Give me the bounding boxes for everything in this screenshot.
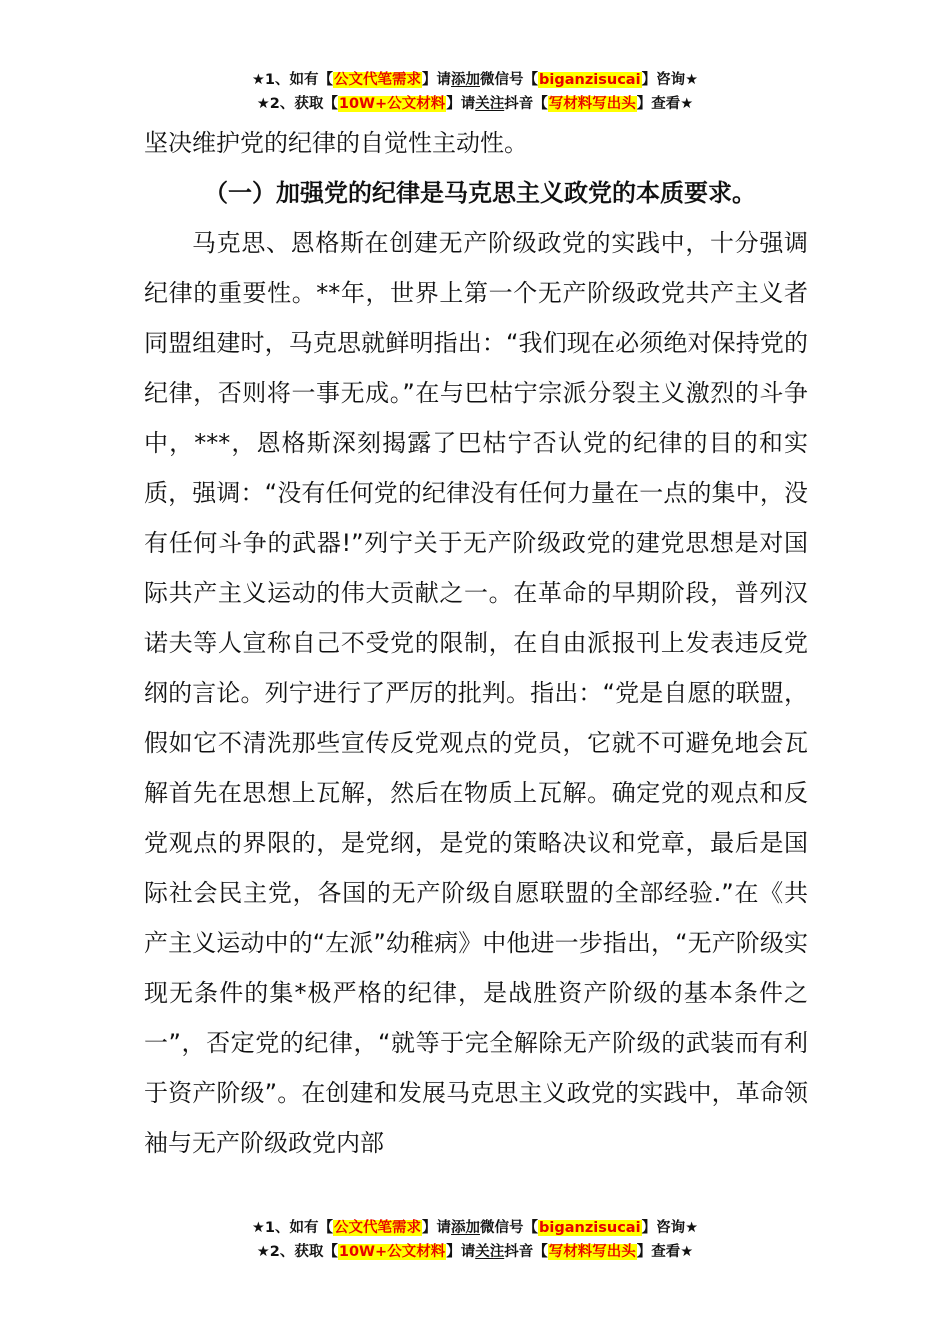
header-banner [0,68,950,116]
body-paragraph: 马克思、恩格斯在创建无产阶级政党的实践中，十分强调纪律的重要性。**年，世界上第一个无产阶级政党共产主义者同盟组建时，马克思就鲜明指出：“我们现在必须绝对保持党的纪律，否则将一事无成。”在与巴枯宁宗派分裂主义激烈的斗争中，***，恩格斯深刻揭露了巴枯宁否认党的纪律的目的和实质，强调：“没有任何党的纪律没有任何力量在一点的集中，没有任何斗争的武器!”列宁关于无产阶级政党的建党思想是对国际共产主义运动的伟大贡献之一。在革命的早期阶段，普列汉诺夫等人宣称自己不受党的限制，在自由派报刊上发表违反党纲的言论。列宁进行了严厉的批判。指出：“党是自愿的联盟，假如它不清洗那些宣传反党观点的党员，它就不可避免地会瓦解首先在思想上瓦解，然后在物质上瓦解。确定党的观点和反党观点的界限的，是党纲，是党的策略决议和党章，最后是国际社会民主党，各国的无产阶级自愿联盟的全部经验.”在《共产主义运动中的“左派”幼稚病》中他进一步指出，“无产阶级实现无条件的集*极严格的纪律，是战胜资产阶级的基本条件之一”，否定党的纪律，“就等于完全解除无产阶级的武装而有利于资产阶级”。在创建和发展马克思主义政党的实践中，革命领袖与无产阶级政党内部 [144,229,808,1157]
banner-highlight: biganzisucai [539,1220,641,1236]
banner-line-1 [0,68,950,92]
banner-highlight: biganzisucai [539,72,641,88]
banner-underlined-text: 添加 [451,72,481,88]
banner-line-2 [0,92,950,116]
banner-text: 】请 [422,1220,452,1236]
banner-text: ★2、获取【 [256,96,338,112]
banner-underlined-text: 关注 [475,1244,505,1260]
banner-line-2 [0,1240,950,1264]
banner-text: 】查看★ [636,1244,694,1260]
banner-text: 】请 [446,96,476,112]
banner-highlight: 写材料写出头 [548,96,636,112]
banner-text: 微信号【 [480,1220,539,1236]
banner-highlight: 公文代笔需求 [334,1220,422,1236]
banner-text: 抖音【 [504,1244,548,1260]
document-body [144,118,808,1168]
footer-banner [0,1216,950,1264]
lead-line: 坚决维护党的纪律的自觉性主动性。 [144,129,528,157]
banner-underlined-text: 关注 [475,96,505,112]
banner-highlight: 10W+公文材料 [338,96,446,112]
section-heading: （一）加强党的纪律是马克思主义政党的本质要求。 [204,179,756,207]
banner-text: 抖音【 [504,96,548,112]
banner-text: 微信号【 [480,72,539,88]
banner-line-1 [0,1216,950,1240]
banner-highlight: 10W+公文材料 [338,1244,446,1260]
banner-underlined-text: 添加 [451,1220,481,1236]
banner-text: 】咨询★ [641,1220,699,1236]
banner-highlight: 公文代笔需求 [334,72,422,88]
banner-text: ★1、如有【 [251,1220,334,1236]
banner-text: ★2、获取【 [256,1244,338,1260]
banner-text: 】请 [446,1244,476,1260]
banner-text: 】查看★ [636,96,694,112]
banner-text: 】请 [422,72,452,88]
banner-highlight: 写材料写出头 [548,1244,636,1260]
banner-text: ★1、如有【 [251,72,334,88]
banner-text: 】咨询★ [641,72,699,88]
